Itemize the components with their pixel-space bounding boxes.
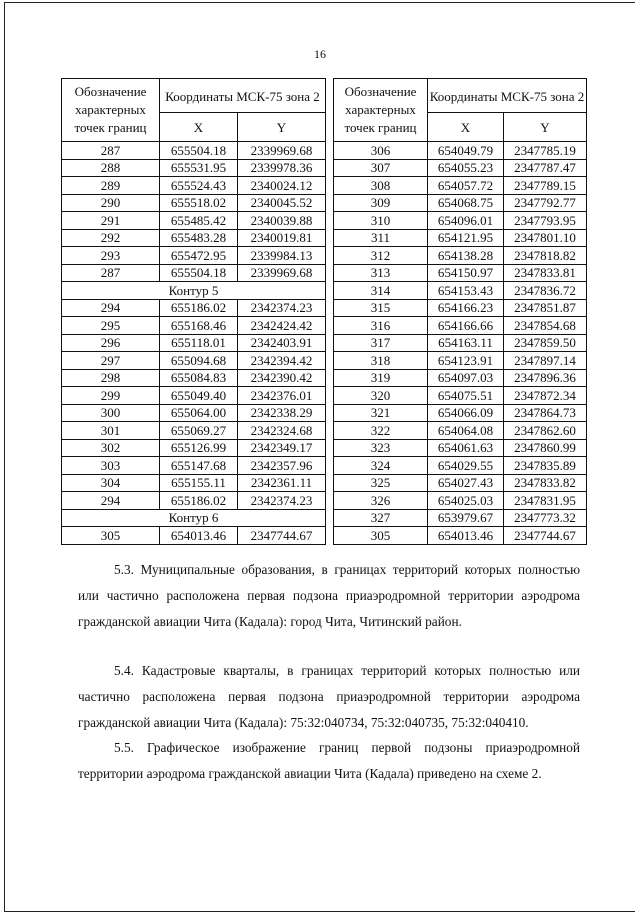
- table-row: [62, 212, 326, 230]
- header-x: X: [160, 113, 238, 142]
- coord-x: 655069.27: [160, 422, 238, 440]
- coord-x: 655126.99: [160, 439, 238, 457]
- coord-x: 654027.43: [428, 474, 504, 492]
- coord-x: 654121.95: [428, 229, 504, 247]
- table-row: [62, 229, 326, 247]
- table-row: [62, 142, 326, 160]
- point-number: 315: [334, 299, 428, 317]
- coord-y: 2347785.19: [504, 142, 587, 160]
- coord-y: 2347789.15: [504, 177, 587, 195]
- point-number: 323: [334, 439, 428, 457]
- page-number: 16: [314, 47, 326, 61]
- point-number: 302: [62, 439, 160, 457]
- point-number: 321: [334, 404, 428, 422]
- point-number: 304: [62, 474, 160, 492]
- coord-x: 654153.43: [428, 282, 504, 300]
- coord-x: 655155.11: [160, 474, 238, 492]
- table-row: [334, 142, 587, 160]
- table-row: [62, 404, 326, 422]
- coord-x: 654061.63: [428, 439, 504, 457]
- coord-y: 2339978.36: [238, 159, 326, 177]
- coord-x: 654075.51: [428, 387, 504, 405]
- coord-y: 2339984.13: [238, 247, 326, 265]
- point-number: 298: [62, 369, 160, 387]
- table-row: [62, 439, 326, 457]
- coord-y: 2347854.68: [504, 317, 587, 335]
- coord-x: 654057.72: [428, 177, 504, 195]
- table-row: [62, 247, 326, 265]
- point-number: 294: [62, 492, 160, 510]
- table-row: [334, 474, 587, 492]
- table-row: [62, 334, 326, 352]
- table-row: [334, 492, 587, 510]
- point-number: 305: [62, 527, 160, 545]
- coord-x: 654013.46: [428, 527, 504, 545]
- coord-x: 654138.28: [428, 247, 504, 265]
- coord-y: 2347787.47: [504, 159, 587, 177]
- coord-x: 655168.46: [160, 317, 238, 335]
- point-number: 292: [62, 229, 160, 247]
- coord-y: 2347744.67: [504, 527, 587, 545]
- coord-y: 2342403.91: [238, 334, 326, 352]
- table-row: [62, 422, 326, 440]
- coord-x: 654025.03: [428, 492, 504, 510]
- coord-x: 655483.28: [160, 229, 238, 247]
- table-row: [62, 369, 326, 387]
- coord-y: 2342361.11: [238, 474, 326, 492]
- coord-x: 654055.23: [428, 159, 504, 177]
- point-number: 288: [62, 159, 160, 177]
- paragraph-text: 5.5. Графическое изображение границ первой подзоны приаэродромной территории аэродрома гражданской авиации Чита (Кадала) приведено на схеме 2.: [78, 740, 580, 781]
- coord-x: 655531.95: [160, 159, 238, 177]
- table-row: [62, 492, 326, 510]
- point-number: 303: [62, 457, 160, 475]
- point-number: 300: [62, 404, 160, 422]
- coord-x: 655524.43: [160, 177, 238, 195]
- point-number: 325: [334, 474, 428, 492]
- coord-x: 654049.79: [428, 142, 504, 160]
- point-number: 305: [334, 527, 428, 545]
- paragraph-5-5: [78, 735, 580, 787]
- coord-x: 655186.02: [160, 299, 238, 317]
- coord-y: 2342374.23: [238, 492, 326, 510]
- paragraph-5-4: [78, 658, 580, 736]
- table-row: [334, 527, 587, 545]
- coord-x: 655518.02: [160, 194, 238, 212]
- point-number: 287: [62, 264, 160, 282]
- point-number: 312: [334, 247, 428, 265]
- coord-x: 655064.00: [160, 404, 238, 422]
- point-number: 297: [62, 352, 160, 370]
- table-row: [334, 387, 587, 405]
- point-number: 320: [334, 387, 428, 405]
- table-row: [62, 177, 326, 195]
- point-number: 313: [334, 264, 428, 282]
- point-number: 314: [334, 282, 428, 300]
- coord-y: 2347833.81: [504, 264, 587, 282]
- point-number: 310: [334, 212, 428, 230]
- coord-y: 2347860.99: [504, 439, 587, 457]
- point-number: 295: [62, 317, 160, 335]
- coord-x: 653979.67: [428, 509, 504, 527]
- table-row: [62, 527, 326, 545]
- coord-x: 655472.95: [160, 247, 238, 265]
- coord-x: 654166.66: [428, 317, 504, 335]
- coord-y: 2347862.60: [504, 422, 587, 440]
- coordinates-table-left: [61, 78, 326, 545]
- coord-y: 2347851.87: [504, 299, 587, 317]
- contour-row: [62, 282, 326, 300]
- point-number: 309: [334, 194, 428, 212]
- header-coordinates: Координаты МСК-75 зона 2: [160, 79, 326, 113]
- point-number: 318: [334, 352, 428, 370]
- contour-row: [62, 509, 326, 527]
- point-number: 290: [62, 194, 160, 212]
- table-row: [334, 457, 587, 475]
- coord-x: 654166.23: [428, 299, 504, 317]
- table-row: [334, 334, 587, 352]
- table-row: [334, 299, 587, 317]
- coord-y: 2342357.96: [238, 457, 326, 475]
- table-body-right: [334, 142, 587, 545]
- coord-x: 654096.01: [428, 212, 504, 230]
- coord-y: 2347773.32: [504, 509, 587, 527]
- coord-y: 2347864.73: [504, 404, 587, 422]
- point-number: 326: [334, 492, 428, 510]
- header-designation: Обозначение характерных точек границ: [334, 79, 428, 142]
- coord-y: 2340024.12: [238, 177, 326, 195]
- coord-y: 2342349.17: [238, 439, 326, 457]
- coord-x: 654150.97: [428, 264, 504, 282]
- point-number: 291: [62, 212, 160, 230]
- table-row: [62, 352, 326, 370]
- coord-x: 654068.75: [428, 194, 504, 212]
- table-row: [334, 177, 587, 195]
- table-row: [334, 439, 587, 457]
- coord-x: 654029.55: [428, 457, 504, 475]
- coord-x: 655504.18: [160, 142, 238, 160]
- point-number: 306: [334, 142, 428, 160]
- point-number: 316: [334, 317, 428, 335]
- coord-x: 655186.02: [160, 492, 238, 510]
- table-row: [334, 404, 587, 422]
- table-row: [62, 387, 326, 405]
- coord-y: 2342374.23: [238, 299, 326, 317]
- coord-y: 2347793.95: [504, 212, 587, 230]
- coord-y: 2340039.88: [238, 212, 326, 230]
- table-row: [62, 474, 326, 492]
- coord-y: 2347831.95: [504, 492, 587, 510]
- coord-x: 654097.03: [428, 369, 504, 387]
- coord-x: 655485.42: [160, 212, 238, 230]
- coord-y: 2339969.68: [238, 264, 326, 282]
- table-row: [334, 369, 587, 387]
- coordinates-table-right: [333, 78, 587, 545]
- coord-y: 2342376.01: [238, 387, 326, 405]
- table-row: [334, 194, 587, 212]
- coord-y: 2347836.72: [504, 282, 587, 300]
- coord-x: 655094.68: [160, 352, 238, 370]
- table-row: [62, 194, 326, 212]
- table-row: [334, 247, 587, 265]
- point-number: 308: [334, 177, 428, 195]
- table-row: [62, 457, 326, 475]
- coord-y: 2342324.68: [238, 422, 326, 440]
- coord-x: 655084.83: [160, 369, 238, 387]
- coord-y: 2342390.42: [238, 369, 326, 387]
- paragraph-text: 5.3. Муниципальные образования, в границах территорий которых полностью или частично расположена первая подзона приаэродромной территории аэродрома гражданской авиации Чита (Кадала): город Чита, Читинский район.: [78, 562, 580, 629]
- point-number: 307: [334, 159, 428, 177]
- header-y: Y: [238, 113, 326, 142]
- point-number: 324: [334, 457, 428, 475]
- coord-x: 655118.01: [160, 334, 238, 352]
- point-number: 296: [62, 334, 160, 352]
- table-row: [334, 317, 587, 335]
- coord-y: 2347896.36: [504, 369, 587, 387]
- coord-y: 2340019.81: [238, 229, 326, 247]
- point-number: 289: [62, 177, 160, 195]
- coord-y: 2342394.42: [238, 352, 326, 370]
- table-row: [62, 317, 326, 335]
- point-number: 294: [62, 299, 160, 317]
- header-y: Y: [504, 113, 587, 142]
- header-x: X: [428, 113, 504, 142]
- table-row: [62, 264, 326, 282]
- header-designation: Обозначение характерных точек границ: [62, 79, 160, 142]
- table-row: [334, 422, 587, 440]
- coord-y: 2347818.82: [504, 247, 587, 265]
- contour-label: Контур 5: [62, 282, 326, 300]
- table-row: [334, 212, 587, 230]
- table-row: [334, 229, 587, 247]
- table-row: [62, 299, 326, 317]
- coord-y: 2347801.10: [504, 229, 587, 247]
- header-coordinates: Координаты МСК-75 зона 2: [428, 79, 587, 113]
- coord-x: 655147.68: [160, 457, 238, 475]
- table-row: [334, 509, 587, 527]
- point-number: 317: [334, 334, 428, 352]
- coord-x: 654163.11: [428, 334, 504, 352]
- point-number: 322: [334, 422, 428, 440]
- coord-x: 654064.08: [428, 422, 504, 440]
- point-number: 293: [62, 247, 160, 265]
- coord-y: 2339969.68: [238, 142, 326, 160]
- paragraph-text: 5.4. Кадастровые кварталы, в границах территорий которых полностью или частично расположена первая подзона приаэродромной территории аэродрома гражданской авиации Чита (Кадала): 75:32:040734, 75:32:040735, 75:32:040410.: [78, 663, 580, 730]
- coord-y: 2342338.29: [238, 404, 326, 422]
- coord-x: 654123.91: [428, 352, 504, 370]
- point-number: 327: [334, 509, 428, 527]
- coord-x: 654013.46: [160, 527, 238, 545]
- coord-x: 655049.40: [160, 387, 238, 405]
- coord-x: 654066.09: [428, 404, 504, 422]
- table-row: [334, 264, 587, 282]
- coord-y: 2347792.77: [504, 194, 587, 212]
- table-row: [334, 159, 587, 177]
- coord-y: 2347835.89: [504, 457, 587, 475]
- coord-y: 2347744.67: [238, 527, 326, 545]
- coord-y: 2347859.50: [504, 334, 587, 352]
- coord-y: 2342424.42: [238, 317, 326, 335]
- point-number: 299: [62, 387, 160, 405]
- coord-y: 2347897.14: [504, 352, 587, 370]
- coord-x: 655504.18: [160, 264, 238, 282]
- point-number: 301: [62, 422, 160, 440]
- contour-label: Контур 6: [62, 509, 326, 527]
- table-body-left: [62, 142, 326, 545]
- point-number: 319: [334, 369, 428, 387]
- point-number: 287: [62, 142, 160, 160]
- table-row: [334, 352, 587, 370]
- table-row: [334, 282, 587, 300]
- table-row: [62, 159, 326, 177]
- point-number: 311: [334, 229, 428, 247]
- paragraph-5-3: [78, 557, 580, 635]
- coord-y: 2347833.82: [504, 474, 587, 492]
- coord-y: 2340045.52: [238, 194, 326, 212]
- coord-y: 2347872.34: [504, 387, 587, 405]
